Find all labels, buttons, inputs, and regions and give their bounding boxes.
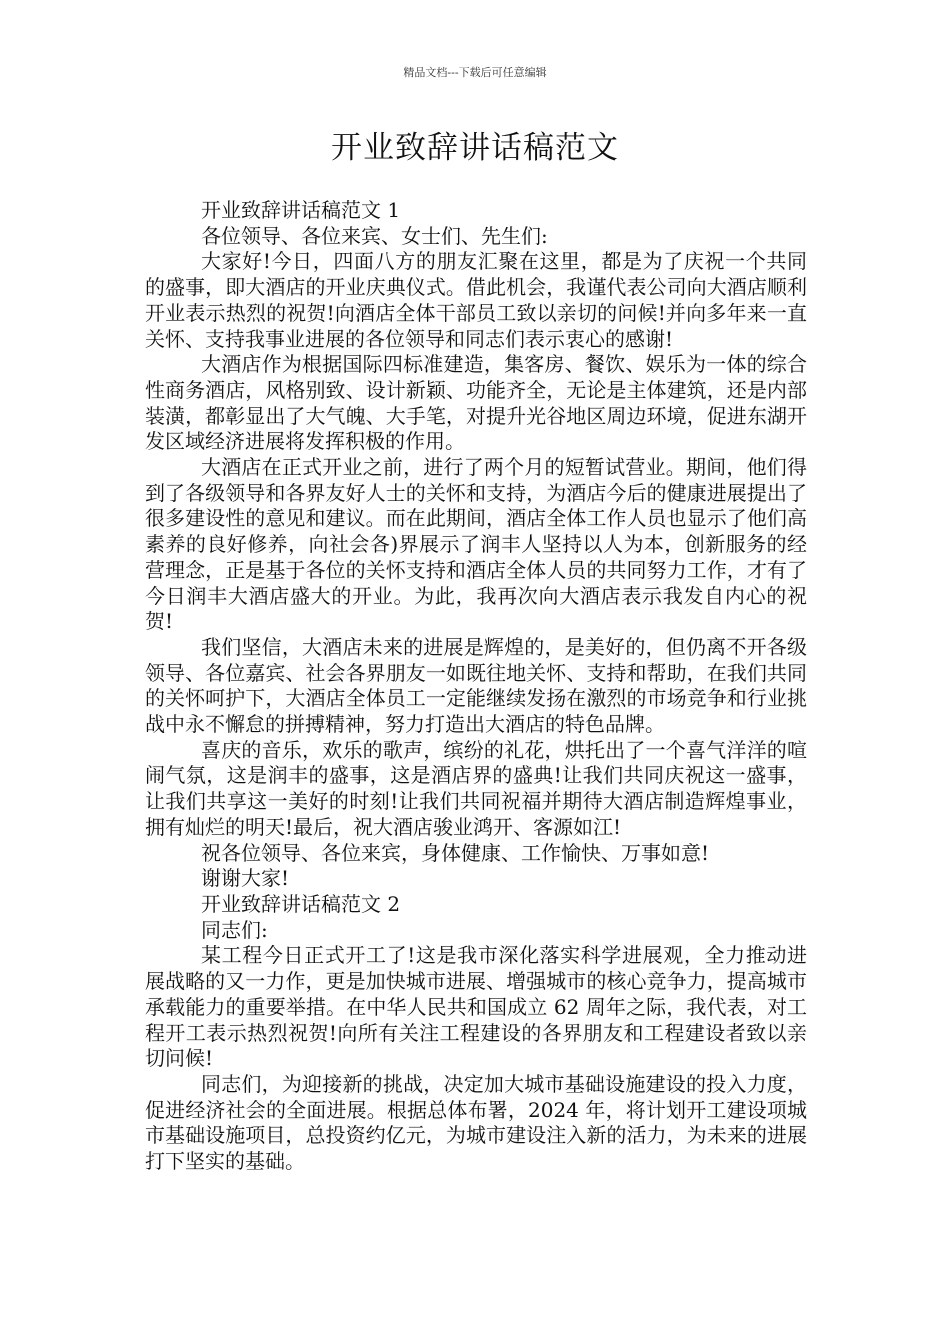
section-heading-1: 开业致辞讲话稿范文 1 [201, 198, 401, 222]
body-paragraph: 大酒店在正式开业之前，进行了两个月的短暂试营业。期间，他们得到了各级领导和各界友好人士的关怀和支持，为酒店今后的健康进展提出了很多建设性的意见和建议。而在此期间，酒店全体工作人员也显示了他们高素养的良好修养，向社会各)界展示了润丰人坚持以人为本，创新服务的经营理念，正是基于各位的关怀支持和酒店全体人员的共同努力工作，才有了今日润丰大酒店盛大的开业。为此，我再次向大酒店表示我发自内心的祝贺! [145, 455, 807, 634]
section-heading-2: 开业致辞讲话稿范文 2 [201, 891, 401, 916]
body-paragraph: 喜庆的音乐，欢乐的歌声，缤纷的礼花，烘托出了一个喜气洋洋的喧闹气氛，这是润丰的盛事，这是酒店界的盛典!让我们共同庆祝这一盛事，让我们共享这一美好的时刻!让我们共同祝福并期待大酒店制造辉煌事业，拥有灿烂的明天!最后，祝大酒店骏业鸿开、客源如江! [145, 737, 807, 839]
body-paragraph: 大家好!今日，四面八方的朋友汇聚在这里，都是为了庆祝一个共同的盛事，即大酒店的开业庆典仪式。借此机会，我谨代表公司向大酒店顺利开业表示热烈的祝贺!向酒店全体干部员工致以亲切的问候!并向多年来一直关怀、支持我事业进展的各位领导和同志们表示衷心的感谢! [145, 249, 807, 351]
document-title: 开业致辞讲话稿范文 [331, 130, 619, 166]
document-body [145, 198, 807, 1175]
page-header: 精品文档---下载后可任意编辑 [403, 66, 547, 79]
salutation-2: 同志们: [201, 917, 268, 942]
body-paragraph: 大酒店作为根据国际四标准建造，集客房、餐饮、娱乐为一体的综合性商务酒店，风格别致、设计新颖、功能齐全，无论是主体建筑，还是内部装潢，都彰显出了大气魄、大手笔，对提升光谷地区周边环境，促进东湖开发区域经济进展将发挥积极的作用。 [145, 352, 807, 454]
body-paragraph: 我们坚信，大酒店未来的进展是辉煌的，是美好的，但仍离不开各级领导、各位嘉宾、社会各界朋友一如既往地关怀、支持和帮助，在我们共同的关怀呵护下，大酒店全体员工一定能继续发扬在激烈的市场竞争和行业挑战中永不懈怠的拼搏精神，努力打造出大酒店的特色品牌。 [145, 634, 807, 737]
body-paragraph: 同志们，为迎接新的挑战，决定加大城市基础设施建设的投入力度，促进经济社会的全面进展。根据总体布署，2024 年，将计划开工建设项城市基础设施项目，总投资约亿元，为城市建设注入新的活力，为未来的进展打下坚实的基础。 [145, 1071, 807, 1174]
salutation-1: 各位领导、各位来宾、女士们、先生们: [201, 223, 548, 248]
body-paragraph: 某工程今日正式开工了!这是我市深化落实科学进展观，全力推动进展战略的又一力作，更是加快城市进展、增强城市的核心竞争力，提高城市承载能力的重要举措。在中华人民共和国成立 62 周年之际，我代表，对工程开工表示热烈祝贺!向所有关注工程建设的各界朋友和工程建设者致以亲切问候! [145, 943, 807, 1071]
closing-thanks: 谢谢大家! [201, 866, 290, 891]
closing-wish: 祝各位领导、各位来宾，身体健康、工作愉快、万事如意! [201, 840, 710, 865]
